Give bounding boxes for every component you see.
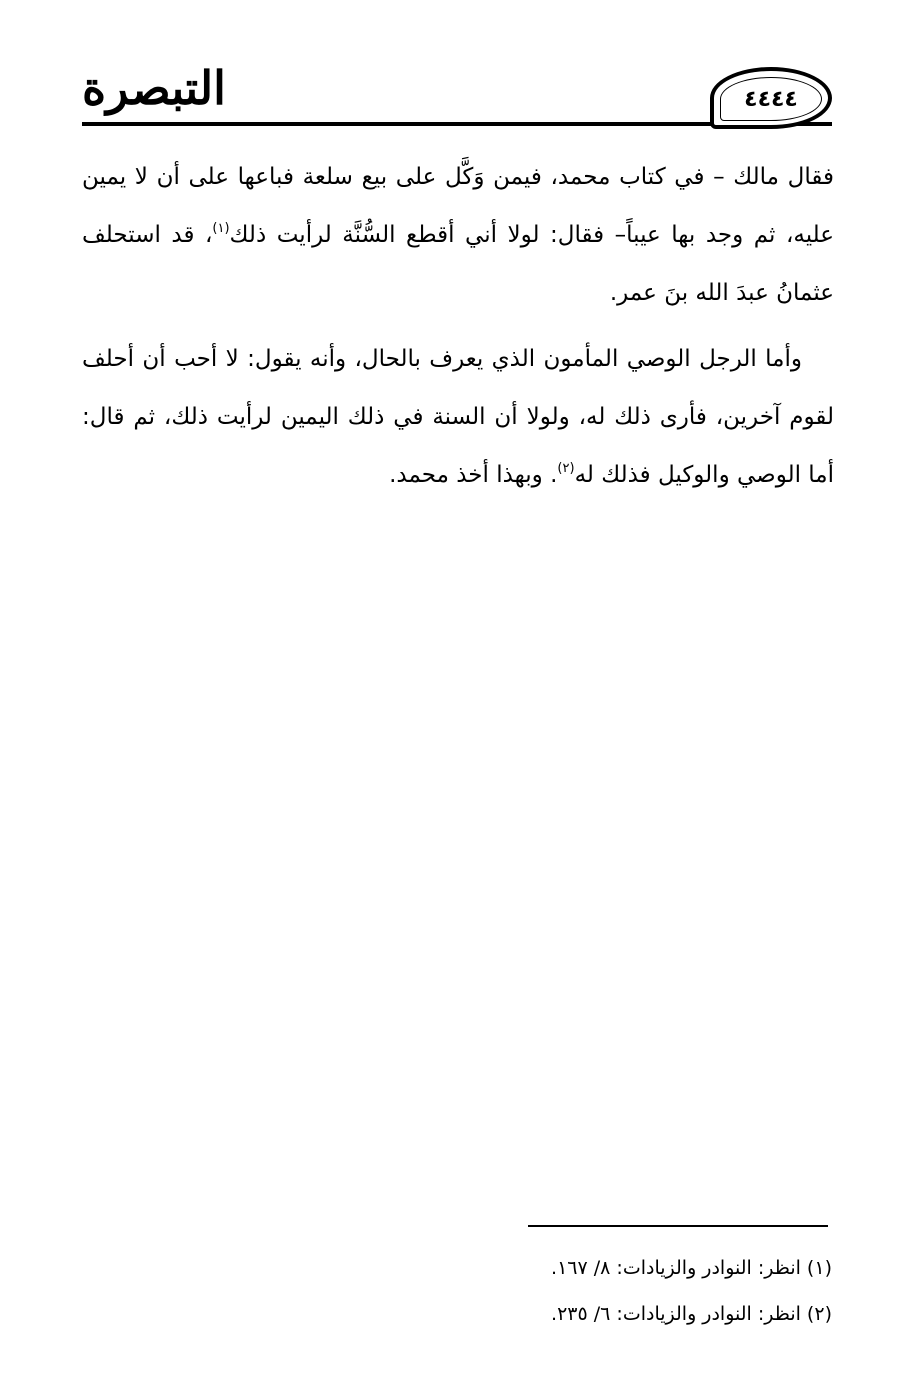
page-number-badge-inner xyxy=(720,77,822,121)
footnotes xyxy=(82,1245,832,1337)
page-number-badge xyxy=(710,67,832,129)
page-header xyxy=(82,55,832,135)
footnote-separator xyxy=(528,1225,828,1227)
paragraph-text: ، قد استحلف عثمانُ عبدَ الله بنَ عمر. xyxy=(82,222,834,306)
footnote-1: (١) انظر: النوادر والزيادات: ٨/ ١٦٧. xyxy=(551,1257,832,1279)
footnote-2: (٢) انظر: النوادر والزيادات: ٦/ ٢٣٥. xyxy=(551,1303,832,1325)
book-title: التبصرة xyxy=(82,61,226,115)
paragraph-text: . وبهذا أخذ محمد. xyxy=(389,462,558,488)
paragraph-1 xyxy=(82,148,834,322)
footnote-marker-2[interactable]: (٢) xyxy=(557,461,575,476)
page-number: ٤٤٤٤ xyxy=(744,86,798,112)
paragraph-2 xyxy=(82,330,834,504)
paragraph-text: فقال مالك – في كتاب محمد، فيمن وَكَّل على بيع سلعة فباعها على أن لا يمين عليه، ثم وجد بها عيباً– فقال: لولا أني أقطع السُّنَّة لرأيت ذلك xyxy=(82,164,834,248)
paragraph-text: وأما الرجل الوصي المأمون الذي يعرف بالحال، وأنه يقول: لا أحب أن أحلف لقوم آخرين، فأرى ذلك له، ولولا أن السنة في ذلك اليمين لرأيت ذلك، ثم قال: أما الوصي والوكيل فذلك له xyxy=(82,346,834,488)
footnote-marker-1[interactable]: (١) xyxy=(212,221,230,236)
main-text xyxy=(82,148,834,512)
